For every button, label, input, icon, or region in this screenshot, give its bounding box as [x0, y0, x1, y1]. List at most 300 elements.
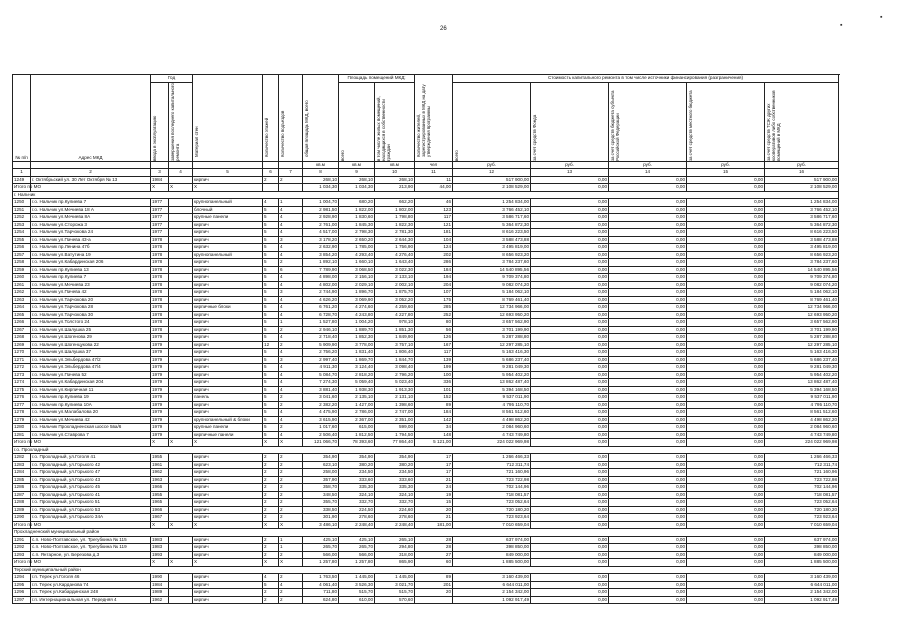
- table-cell: 723 052,64: [453, 499, 531, 507]
- table-cell: 4: [279, 416, 303, 424]
- table-row: [13, 581, 839, 589]
- table-cell: 5 184 062,10: [765, 289, 839, 297]
- table-cell: г.о. Нальчик ул.Пачева 43-а: [31, 236, 151, 244]
- table-cell: 2: [279, 596, 303, 604]
- table-cell: 15: [415, 499, 453, 507]
- table-cell: 0,00: [687, 364, 765, 372]
- table-cell: 2: [263, 454, 279, 462]
- table-cell: 268,10: [339, 176, 375, 184]
- unit-cell: руб.: [765, 161, 839, 169]
- table-cell: [169, 596, 193, 604]
- header-year-commission: ввода в эксплуатацию: [151, 82, 169, 161]
- table-cell: 0,00: [531, 476, 609, 484]
- table-cell: 318,00: [375, 551, 415, 559]
- table-cell: 0,00: [609, 521, 687, 529]
- table-cell: 5: [263, 236, 279, 244]
- table-cell: 599,00: [375, 424, 415, 432]
- table-cell: 1977: [151, 221, 169, 229]
- table-cell: г.о. Нальчик пр.Ленина 47б: [31, 244, 151, 252]
- table-cell: 265,10: [375, 536, 415, 544]
- table-cell: 2: [279, 551, 303, 559]
- index-row: [13, 169, 839, 177]
- table-cell: 0,00: [531, 214, 609, 222]
- table-cell: 2: [279, 506, 303, 514]
- table-cell: 4 743 749,80: [765, 431, 839, 439]
- table-cell: 1989: [151, 589, 169, 597]
- table-cell: 1284: [13, 469, 31, 477]
- table-cell: 1978: [151, 289, 169, 297]
- table-cell: 5: [263, 424, 279, 432]
- table-cell: 0,00: [687, 304, 765, 312]
- table-cell: 0,00: [687, 416, 765, 424]
- table-cell: кирпич: [193, 311, 263, 319]
- table-cell: 1250: [13, 199, 31, 207]
- section-title: г.о. Прохладный: [13, 446, 839, 454]
- table-cell: 0,00: [531, 514, 609, 522]
- table-cell: [169, 491, 193, 499]
- table-cell: 1251: [13, 206, 31, 214]
- table-cell: 1 869,70: [339, 356, 375, 364]
- table-cell: 0,00: [609, 476, 687, 484]
- table-cell: 44,00: [415, 184, 453, 192]
- table-row: [13, 364, 839, 372]
- table-cell: кирпич: [193, 281, 263, 289]
- unit-cell: руб.: [687, 161, 765, 169]
- table-cell: 12 297 285,10: [765, 341, 839, 349]
- table-cell: 4: [279, 221, 303, 229]
- table-cell: 5 184 062,10: [453, 289, 531, 297]
- table-cell: 1286: [13, 484, 31, 492]
- table-cell: 2 029,10: [339, 281, 375, 289]
- table-cell: 100: [415, 371, 453, 379]
- table-cell: 4 274,60: [339, 304, 375, 312]
- table-cell: 0,00: [609, 386, 687, 394]
- table-cell: 0,00: [687, 281, 765, 289]
- table-cell: 4: [279, 334, 303, 342]
- table-cell: X: [169, 439, 193, 447]
- table-cell: 2: [279, 514, 303, 522]
- table-cell: 89: [415, 574, 453, 582]
- table-cell: 167: [415, 341, 453, 349]
- table-cell: г.о. Нальчик ул.Мечиева 42: [31, 416, 151, 424]
- table-cell: 4: [279, 281, 303, 289]
- table-cell: 1978: [151, 311, 169, 319]
- table-cell: 0,00: [531, 289, 609, 297]
- table-cell: 0,00: [609, 409, 687, 417]
- table-cell: 8 561 512,60: [453, 409, 531, 417]
- table-cell: 3 098,40: [375, 364, 415, 372]
- table-cell: 5: [263, 416, 279, 424]
- table-cell: 0,00: [687, 184, 765, 192]
- table-cell: 515,70: [375, 589, 415, 597]
- table-cell: 181,00: [415, 521, 453, 529]
- table-cell: 5: [263, 266, 279, 274]
- table-cell: г.о. Прохладный, ул.Гоголя 41: [31, 454, 151, 462]
- table-cell: 0,00: [531, 379, 609, 387]
- table-cell: X: [279, 559, 303, 567]
- table-cell: 20: [415, 589, 453, 597]
- table-cell: 849 000,00: [765, 551, 839, 559]
- table-cell: X: [151, 521, 169, 529]
- table-cell: 3 657 562,90: [453, 319, 531, 327]
- table-cell: 2: [263, 491, 279, 499]
- table-cell: кирпич: [193, 544, 263, 552]
- table-cell: 0,00: [531, 461, 609, 469]
- table-cell: 0,00: [531, 334, 609, 342]
- table-cell: 0,00: [687, 311, 765, 319]
- table-cell: 4 802,00: [303, 281, 339, 289]
- table-cell: 1 266 466,33: [453, 454, 531, 462]
- table-cell: 4 243,80: [339, 311, 375, 319]
- table-cell: 2: [279, 326, 303, 334]
- table-cell: 2: [263, 544, 279, 552]
- table-cell: 1963: [151, 476, 169, 484]
- table-cell: 46: [415, 199, 453, 207]
- table-cell: кирпич: [193, 454, 263, 462]
- table-cell: 2 928,90: [303, 214, 339, 222]
- table-row: [13, 589, 839, 597]
- table-cell: 268,10: [303, 176, 339, 184]
- table-cell: 2 367,00: [339, 416, 375, 424]
- table-cell: 355,70: [303, 499, 339, 507]
- table-cell: 0,00: [687, 176, 765, 184]
- table-cell: 2: [279, 476, 303, 484]
- table-cell: X: [151, 184, 169, 192]
- table-cell: 1 798,80: [375, 214, 415, 222]
- table-cell: 1955: [151, 454, 169, 462]
- unit-cell: [193, 161, 263, 169]
- table-cell: 1 938,30: [339, 386, 375, 394]
- table-cell: 1961: [151, 461, 169, 469]
- table-cell: кирпич: [193, 266, 263, 274]
- table-cell: [169, 506, 193, 514]
- table-cell: 5 059,40: [339, 379, 375, 387]
- table-cell: 181: [415, 229, 453, 237]
- table-cell: 1268: [13, 334, 31, 342]
- table-cell: [169, 221, 193, 229]
- table-cell: 0,00: [609, 431, 687, 439]
- table-cell: 204: [415, 281, 453, 289]
- table-cell: 517 900,00: [453, 176, 531, 184]
- table-cell: 5: [263, 371, 279, 379]
- column-index-cell: 7: [279, 169, 303, 177]
- table-cell: 0,00: [609, 274, 687, 282]
- table-cell: 2 002,10: [375, 281, 415, 289]
- column-index-cell: 10: [375, 169, 415, 177]
- table-cell: г.о. Нальчик пр.Кулиева 7: [31, 274, 151, 282]
- table-cell: г.о. Прохладный, ул.Горького 47: [31, 469, 151, 477]
- table-cell: 662,20: [375, 199, 415, 207]
- table-cell: г.о. Нальчик ул.Кабардинская 206: [31, 259, 151, 267]
- table-cell: 17: [415, 454, 453, 462]
- table-cell: 6 761,20: [303, 304, 339, 312]
- table-cell: 336: [415, 379, 453, 387]
- table-row: [13, 319, 839, 327]
- table-row: [13, 221, 839, 229]
- table-cell: 0,00: [687, 236, 765, 244]
- table-cell: 1: [279, 199, 303, 207]
- table-cell: крупные панели: [193, 214, 263, 222]
- table-cell: 338,50: [303, 506, 339, 514]
- table-cell: 9 082 074,20: [453, 281, 531, 289]
- table-cell: [169, 356, 193, 364]
- table-cell: 3 069,90: [339, 296, 375, 304]
- section-title: г. Нальчик: [13, 191, 839, 199]
- table-cell: 354,90: [303, 454, 339, 462]
- table-cell: 5 163 416,30: [765, 349, 839, 357]
- table-cell: [169, 409, 193, 417]
- table-cell: г.о. Нальчик ул.Пачева 42: [31, 289, 151, 297]
- table-cell: 5: [263, 356, 279, 364]
- table-cell: 8 616 223,50: [453, 229, 531, 237]
- header-cost-fund: за счет средств Фонда: [531, 82, 609, 161]
- table-cell: [279, 184, 303, 192]
- table-cell: 2 756,20: [303, 349, 339, 357]
- table-cell: 5: [263, 281, 279, 289]
- table-cell: 0,00: [531, 559, 609, 567]
- table-cell: 0,00: [687, 424, 765, 432]
- table-cell: крупнопанельный & блоки: [193, 416, 263, 424]
- table-cell: 3 526,30: [339, 581, 375, 589]
- table-row: [13, 371, 839, 379]
- table-cell: 5: [263, 349, 279, 357]
- table-cell: 5 364 872,30: [453, 221, 531, 229]
- table-cell: кирпичные панели: [193, 431, 263, 439]
- table-cell: 0,00: [687, 229, 765, 237]
- table-cell: [169, 259, 193, 267]
- table-row: [13, 506, 839, 514]
- table-cell: 107: [415, 289, 453, 297]
- column-index-cell: 9: [339, 169, 375, 177]
- table-cell: 702 144,96: [765, 484, 839, 492]
- table-cell: 2 650,20: [339, 236, 375, 244]
- table-cell: 0,00: [687, 431, 765, 439]
- table-cell: 7 789,90: [303, 266, 339, 274]
- table-cell: кирпич: [193, 326, 263, 334]
- table-row: [13, 484, 839, 492]
- table-cell: [169, 311, 193, 319]
- table-cell: 0,00: [531, 251, 609, 259]
- table-cell: 0,00: [687, 469, 765, 477]
- table-cell: 1979: [151, 424, 169, 432]
- table-cell: 4: [263, 199, 279, 207]
- table-cell: 0,00: [609, 551, 687, 559]
- table-cell: 2: [279, 491, 303, 499]
- table-cell: 27: [415, 551, 453, 559]
- table-cell: 1 092 917,49: [453, 596, 531, 604]
- table-cell: кирпич: [193, 244, 263, 252]
- table-cell: 278,60: [339, 514, 375, 522]
- table-cell: 1 802,00: [375, 206, 415, 214]
- table-cell: 5 084,70: [303, 371, 339, 379]
- table-cell: 60: [415, 559, 453, 567]
- table-cell: 1 812,50: [339, 431, 375, 439]
- table-cell: 1 254 834,00: [453, 199, 531, 207]
- table-cell: 4: [279, 251, 303, 259]
- table-cell: кирпич: [193, 236, 263, 244]
- section-row: [13, 446, 839, 454]
- table-cell: 3 495 819,00: [765, 244, 839, 252]
- table-cell: 0,00: [687, 289, 765, 297]
- table-cell: 0,00: [531, 349, 609, 357]
- table-cell: 286: [415, 259, 453, 267]
- table-cell: 637 974,00: [453, 536, 531, 544]
- table-cell: 398 850,00: [453, 544, 531, 552]
- table-cell: 1 034,30: [339, 184, 375, 192]
- table-cell: г.о. Нальчик ул.Шогенцукова 22: [31, 341, 151, 349]
- table-cell: г.о. Нальчик ул.Пачева 52: [31, 371, 151, 379]
- table-cell: 0,00: [531, 206, 609, 214]
- table-cell: кирпич: [193, 589, 263, 597]
- table-cell: 0,00: [609, 334, 687, 342]
- table-cell: 0,00: [531, 356, 609, 364]
- table-cell: 0,00: [687, 409, 765, 417]
- table-cell: 5 287 288,80: [453, 334, 531, 342]
- table-cell: 0,00: [687, 356, 765, 364]
- table-cell: 2: [279, 341, 303, 349]
- table-cell: г.о. Нальчик ул.Мечиева 8А: [31, 214, 151, 222]
- table-cell: 1 266 466,33: [765, 454, 839, 462]
- table-cell: кирпич: [193, 536, 263, 544]
- table-cell: 1293: [13, 551, 31, 559]
- table-cell: 224,50: [339, 506, 375, 514]
- table-row: [13, 311, 839, 319]
- table-cell: 1258: [13, 259, 31, 267]
- table-cell: 80: [415, 319, 453, 327]
- corner-mark: ▪: [880, 14, 883, 21]
- table-cell: с.п. Ново-Полтавское, ул. Трегубкина № 119: [31, 544, 151, 552]
- table-cell: кирпичные блоки: [193, 304, 263, 312]
- table-cell: 0,00: [531, 574, 609, 582]
- table-cell: 723 722,98: [765, 476, 839, 484]
- table-cell: [169, 281, 193, 289]
- table-cell: 0,00: [531, 236, 609, 244]
- table-cell: 0,00: [531, 304, 609, 312]
- table-cell: 1967: [151, 514, 169, 522]
- column-index-cell: 16: [765, 169, 839, 177]
- table-cell: 1295: [13, 581, 31, 589]
- table-cell: 702 144,96: [453, 484, 531, 492]
- table-cell: [169, 326, 193, 334]
- table-cell: 0,00: [609, 454, 687, 462]
- table-cell: 252: [415, 311, 453, 319]
- table-cell: 1955: [151, 491, 169, 499]
- table-cell: 0,00: [609, 251, 687, 259]
- table-cell: 2: [263, 551, 279, 559]
- table-cell: 117: [415, 349, 453, 357]
- table-cell: крупнопанельный: [193, 199, 263, 207]
- table-cell: 4 517,00: [303, 229, 339, 237]
- table-cell: кирпич: [193, 364, 263, 372]
- table-cell: 4: [279, 379, 303, 387]
- table-cell: кирпич: [193, 379, 263, 387]
- table-cell: 0,00: [609, 281, 687, 289]
- unit-cell: [263, 161, 279, 169]
- table-cell: 3: [279, 289, 303, 297]
- table-cell: 1962: [151, 596, 169, 604]
- table-cell: кирпич: [193, 371, 263, 379]
- table-cell: 2 997,40: [303, 356, 339, 364]
- table-cell: 5: [263, 394, 279, 402]
- table-cell: [169, 469, 193, 477]
- table-cell: 1283: [13, 461, 31, 469]
- table-cell: г.о. Прохладный, ул.Горького 34А: [31, 514, 151, 522]
- table-cell: 1292: [13, 544, 31, 552]
- table-cell: 1297: [13, 596, 31, 604]
- table-cell: кирпич: [193, 484, 263, 492]
- table-cell: 0,00: [531, 506, 609, 514]
- table-cell: [169, 386, 193, 394]
- table-cell: 1979: [151, 401, 169, 409]
- column-index-cell: 1: [13, 169, 31, 177]
- table-cell: г.о. Нальчик пр.Кулиева 13: [31, 266, 151, 274]
- table-cell: 5: [263, 289, 279, 297]
- table-cell: 718 081,57: [765, 491, 839, 499]
- table-cell: 1 794,50: [375, 431, 415, 439]
- table-cell: 7 010 659,04: [453, 521, 531, 529]
- table-cell: 0,00: [609, 289, 687, 297]
- column-index-cell: 8: [303, 169, 339, 177]
- table-cell: 4: [279, 304, 303, 312]
- table-cell: 0,00: [687, 206, 765, 214]
- table-cell: 285: [415, 304, 453, 312]
- header-area-residential: в том числе жилых помещений, находящихся в собственности граждан: [375, 82, 415, 161]
- table-cell: 265,70: [339, 544, 375, 552]
- table-cell: 1978: [151, 259, 169, 267]
- table-cell: X: [193, 439, 263, 447]
- table-cell: 380,20: [339, 461, 375, 469]
- table-cell: 3 766 452,10: [765, 206, 839, 214]
- table-cell: 333,60: [375, 476, 415, 484]
- table-cell: 1 889,70: [339, 326, 375, 334]
- table-cell: 1 885 500,00: [453, 559, 531, 567]
- table-cell: 0,00: [609, 461, 687, 469]
- table-cell: 3 021,70: [375, 581, 415, 589]
- table-row: [13, 176, 839, 184]
- table-cell: 0,00: [531, 499, 609, 507]
- table-cell: кирпич: [193, 176, 263, 184]
- table-cell: 2 108 529,00: [453, 184, 531, 192]
- table-cell: 1977: [151, 229, 169, 237]
- table-cell: [169, 176, 193, 184]
- table-cell: 101: [415, 386, 453, 394]
- table-cell: 1978: [151, 236, 169, 244]
- table-cell: 333,60: [339, 476, 375, 484]
- table-row: [13, 499, 839, 507]
- table-cell: 8 769 461,40: [765, 296, 839, 304]
- table-cell: крупнопанельный: [193, 251, 263, 259]
- table-cell: 5: [263, 581, 279, 589]
- table-cell: 0,00: [687, 379, 765, 387]
- table-cell: 2: [279, 589, 303, 597]
- table-cell: 0,00: [609, 236, 687, 244]
- table-cell: 680,20: [339, 199, 375, 207]
- table-row: [13, 401, 839, 409]
- table-cell: [169, 454, 193, 462]
- table-cell: 2: [279, 574, 303, 582]
- table-cell: 425,10: [303, 536, 339, 544]
- table-cell: 3 881,40: [303, 386, 339, 394]
- table-cell: кирпич: [193, 356, 263, 364]
- table-cell: 3 778,00: [339, 341, 375, 349]
- table-cell: 1296: [13, 589, 31, 597]
- table-row: [13, 416, 839, 424]
- table-cell: с.п. Ново-Полтавское, ул. Трегубкина № 115: [31, 536, 151, 544]
- table-cell: 1979: [151, 379, 169, 387]
- table-cell: 2 108 529,00: [765, 184, 839, 192]
- table-cell: г.п. Интернациональная ул. Передняя 4: [31, 596, 151, 604]
- table-cell: кирпич: [193, 334, 263, 342]
